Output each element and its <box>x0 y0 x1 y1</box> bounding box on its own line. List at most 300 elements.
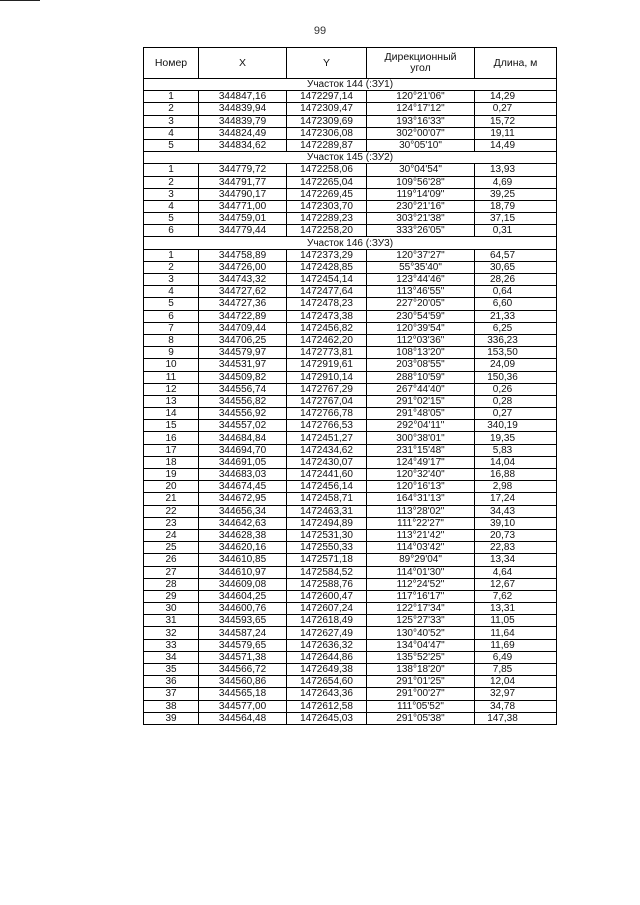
table-row <box>144 603 557 615</box>
length-cell: 64,57 <box>475 249 557 261</box>
y-cell: 1472643,36 <box>287 688 367 700</box>
x-cell: 344694,70 <box>199 444 287 456</box>
table-row <box>144 469 557 481</box>
corner-mark <box>0 0 40 1</box>
table-row <box>144 505 557 517</box>
y-cell: 1472265,04 <box>287 176 367 188</box>
length-cell: 13,93 <box>475 164 557 176</box>
point-number-cell: 1 <box>144 91 199 103</box>
x-cell: 344531,97 <box>199 359 287 371</box>
point-number-cell: 39 <box>144 712 199 724</box>
angle-cell: 303°21'38" <box>367 213 475 225</box>
y-cell: 1472289,87 <box>287 139 367 151</box>
table-row <box>144 493 557 505</box>
point-number-cell: 4 <box>144 127 199 139</box>
x-cell: 344593,65 <box>199 615 287 627</box>
point-number-cell: 4 <box>144 286 199 298</box>
table-row <box>144 176 557 188</box>
point-number-cell: 19 <box>144 469 199 481</box>
y-cell: 1472297,14 <box>287 91 367 103</box>
point-number-cell: 21 <box>144 493 199 505</box>
table-row <box>144 383 557 395</box>
section-title: Участок 144 (:ЗУ1) <box>144 79 557 91</box>
x-cell: 344564,48 <box>199 712 287 724</box>
angle-cell: 300°38'01" <box>367 432 475 444</box>
y-cell: 1472767,29 <box>287 383 367 395</box>
length-cell: 7,85 <box>475 664 557 676</box>
x-cell: 344604,25 <box>199 590 287 602</box>
length-cell: 32,97 <box>475 688 557 700</box>
point-number-cell: 38 <box>144 700 199 712</box>
y-cell: 1472456,82 <box>287 322 367 334</box>
table-row <box>144 225 557 237</box>
length-cell: 4,69 <box>475 176 557 188</box>
table-row <box>144 261 557 273</box>
y-cell: 1472910,14 <box>287 371 367 383</box>
length-cell: 6,25 <box>475 322 557 334</box>
y-cell: 1472618,49 <box>287 615 367 627</box>
angle-cell: 125°27'33" <box>367 615 475 627</box>
table-row <box>144 517 557 529</box>
table-row <box>144 590 557 602</box>
angle-cell: 114°03'42" <box>367 542 475 554</box>
angle-cell: 231°15'48" <box>367 444 475 456</box>
table-row <box>144 115 557 127</box>
point-number-cell: 16 <box>144 432 199 444</box>
y-cell: 1472767,04 <box>287 395 367 407</box>
y-cell: 1472644,86 <box>287 651 367 663</box>
y-cell: 1472454,14 <box>287 274 367 286</box>
point-number-cell: 10 <box>144 359 199 371</box>
y-cell: 1472258,06 <box>287 164 367 176</box>
angle-cell: 203°08'55" <box>367 359 475 371</box>
angle-cell: 291°05'38" <box>367 712 475 724</box>
length-cell: 17,24 <box>475 493 557 505</box>
x-cell: 344557,02 <box>199 420 287 432</box>
table-row <box>144 347 557 359</box>
table-row <box>144 213 557 225</box>
y-cell: 1472456,14 <box>287 481 367 493</box>
length-cell: 2,98 <box>475 481 557 493</box>
angle-cell: 164°31'13" <box>367 493 475 505</box>
angle-cell: 55°35'40" <box>367 261 475 273</box>
point-number-cell: 8 <box>144 334 199 346</box>
point-number-cell: 6 <box>144 310 199 322</box>
table-row <box>144 432 557 444</box>
x-cell: 344600,76 <box>199 603 287 615</box>
angle-cell: 30°05'10" <box>367 139 475 151</box>
x-cell: 344610,85 <box>199 554 287 566</box>
angle-cell: 30°04'54" <box>367 164 475 176</box>
x-cell: 344791,77 <box>199 176 287 188</box>
y-cell: 1472303,70 <box>287 200 367 212</box>
length-cell: 39,10 <box>475 517 557 529</box>
y-cell: 1472607,24 <box>287 603 367 615</box>
point-number-cell: 9 <box>144 347 199 359</box>
length-cell: 336,23 <box>475 334 557 346</box>
point-number-cell: 5 <box>144 298 199 310</box>
point-number-cell: 22 <box>144 505 199 517</box>
x-cell: 344727,62 <box>199 286 287 298</box>
angle-cell: 111°05'52" <box>367 700 475 712</box>
point-number-cell: 11 <box>144 371 199 383</box>
x-cell: 344587,24 <box>199 627 287 639</box>
y-cell: 1472645,03 <box>287 712 367 724</box>
angle-cell: 123°44'46" <box>367 274 475 286</box>
angle-cell: 112°03'36" <box>367 334 475 346</box>
point-number-cell: 1 <box>144 249 199 261</box>
angle-cell: 119°14'09" <box>367 188 475 200</box>
angle-cell: 267°44'40" <box>367 383 475 395</box>
x-cell: 344706,25 <box>199 334 287 346</box>
table-row <box>144 359 557 371</box>
table-row <box>144 615 557 627</box>
y-cell: 1472773,81 <box>287 347 367 359</box>
x-cell: 344672,95 <box>199 493 287 505</box>
y-cell: 1472531,30 <box>287 529 367 541</box>
coordinates-table <box>143 47 557 725</box>
table-body <box>144 79 557 725</box>
x-cell: 344839,79 <box>199 115 287 127</box>
x-cell: 344620,16 <box>199 542 287 554</box>
angle-cell: 89°29'04" <box>367 554 475 566</box>
point-number-cell: 26 <box>144 554 199 566</box>
angle-cell: 230°21'16" <box>367 200 475 212</box>
x-cell: 344556,82 <box>199 395 287 407</box>
y-cell: 1472478,23 <box>287 298 367 310</box>
angle-cell: 124°17'12" <box>367 103 475 115</box>
y-cell: 1472306,08 <box>287 127 367 139</box>
header-y: Y <box>287 48 367 79</box>
section-title-row <box>144 79 557 91</box>
y-cell: 1472588,76 <box>287 578 367 590</box>
x-cell: 344779,44 <box>199 225 287 237</box>
point-number-cell: 24 <box>144 529 199 541</box>
x-cell: 344691,05 <box>199 456 287 468</box>
angle-cell: 117°16'17" <box>367 590 475 602</box>
y-cell: 1472919,61 <box>287 359 367 371</box>
x-cell: 344566,72 <box>199 664 287 676</box>
angle-cell: 135°52'25" <box>367 651 475 663</box>
length-cell: 0,28 <box>475 395 557 407</box>
x-cell: 344509,82 <box>199 371 287 383</box>
x-cell: 344642,63 <box>199 517 287 529</box>
point-number-cell: 3 <box>144 274 199 286</box>
x-cell: 344579,97 <box>199 347 287 359</box>
length-cell: 150,36 <box>475 371 557 383</box>
angle-cell: 288°10'59" <box>367 371 475 383</box>
angle-cell: 130°40'52" <box>367 627 475 639</box>
x-cell: 344556,74 <box>199 383 287 395</box>
length-cell: 147,38 <box>475 712 557 724</box>
y-cell: 1472550,33 <box>287 542 367 554</box>
x-cell: 344847,16 <box>199 91 287 103</box>
length-cell: 6,60 <box>475 298 557 310</box>
x-cell: 344610,97 <box>199 566 287 578</box>
length-cell: 34,78 <box>475 700 557 712</box>
point-number-cell: 36 <box>144 676 199 688</box>
point-number-cell: 5 <box>144 139 199 151</box>
angle-cell: 291°02'15" <box>367 395 475 407</box>
y-cell: 1472309,69 <box>287 115 367 127</box>
point-number-cell: 12 <box>144 383 199 395</box>
point-number-cell: 30 <box>144 603 199 615</box>
y-cell: 1472627,49 <box>287 627 367 639</box>
point-number-cell: 23 <box>144 517 199 529</box>
point-number-cell: 20 <box>144 481 199 493</box>
y-cell: 1472654,60 <box>287 676 367 688</box>
table-row <box>144 200 557 212</box>
table-row <box>144 91 557 103</box>
header-angle: Дирекционный угол <box>367 48 475 79</box>
table-row <box>144 371 557 383</box>
x-cell: 344839,94 <box>199 103 287 115</box>
angle-cell: 333°26'05" <box>367 225 475 237</box>
y-cell: 1472289,23 <box>287 213 367 225</box>
x-cell: 344628,38 <box>199 529 287 541</box>
y-cell: 1472600,47 <box>287 590 367 602</box>
length-cell: 6,49 <box>475 651 557 663</box>
length-cell: 14,04 <box>475 456 557 468</box>
table-row <box>144 164 557 176</box>
table-row <box>144 481 557 493</box>
angle-cell: 113°28'02" <box>367 505 475 517</box>
angle-cell: 120°39'54" <box>367 322 475 334</box>
length-cell: 12,04 <box>475 676 557 688</box>
length-cell: 13,34 <box>475 554 557 566</box>
length-cell: 12,67 <box>475 578 557 590</box>
length-cell: 4,64 <box>475 566 557 578</box>
length-cell: 14,29 <box>475 91 557 103</box>
point-number-cell: 35 <box>144 664 199 676</box>
x-cell: 344674,45 <box>199 481 287 493</box>
angle-cell: 122°17'34" <box>367 603 475 615</box>
table-row <box>144 578 557 590</box>
table-row <box>144 529 557 541</box>
angle-cell: 291°48'05" <box>367 408 475 420</box>
y-cell: 1472571,18 <box>287 554 367 566</box>
y-cell: 1472636,32 <box>287 639 367 651</box>
y-cell: 1472463,31 <box>287 505 367 517</box>
length-cell: 11,69 <box>475 639 557 651</box>
point-number-cell: 7 <box>144 322 199 334</box>
point-number-cell: 31 <box>144 615 199 627</box>
length-cell: 21,33 <box>475 310 557 322</box>
y-cell: 1472451,27 <box>287 432 367 444</box>
length-cell: 0,27 <box>475 103 557 115</box>
table-row <box>144 103 557 115</box>
point-number-cell: 18 <box>144 456 199 468</box>
length-cell: 7,62 <box>475 590 557 602</box>
point-number-cell: 33 <box>144 639 199 651</box>
length-cell: 153,50 <box>475 347 557 359</box>
y-cell: 1472494,89 <box>287 517 367 529</box>
section-title-row <box>144 152 557 164</box>
angle-cell: 292°04'11" <box>367 420 475 432</box>
point-number-cell: 32 <box>144 627 199 639</box>
table-row <box>144 566 557 578</box>
angle-cell: 113°21'42" <box>367 529 475 541</box>
y-cell: 1472309,47 <box>287 103 367 115</box>
table-row <box>144 420 557 432</box>
x-cell: 344579,65 <box>199 639 287 651</box>
point-number-cell: 15 <box>144 420 199 432</box>
angle-cell: 138°18'20" <box>367 664 475 676</box>
x-cell: 344656,34 <box>199 505 287 517</box>
point-number-cell: 13 <box>144 395 199 407</box>
x-cell: 344824,49 <box>199 127 287 139</box>
angle-cell: 109°56'28" <box>367 176 475 188</box>
x-cell: 344722,89 <box>199 310 287 322</box>
point-number-cell: 3 <box>144 188 199 200</box>
table-row <box>144 554 557 566</box>
point-number-cell: 37 <box>144 688 199 700</box>
length-cell: 39,25 <box>475 188 557 200</box>
table-row <box>144 712 557 724</box>
table-row <box>144 676 557 688</box>
point-number-cell: 28 <box>144 578 199 590</box>
y-cell: 1472430,07 <box>287 456 367 468</box>
section-title-row <box>144 237 557 249</box>
y-cell: 1472612,58 <box>287 700 367 712</box>
angle-cell: 120°32'40" <box>367 469 475 481</box>
x-cell: 344771,00 <box>199 200 287 212</box>
x-cell: 344683,03 <box>199 469 287 481</box>
point-number-cell: 25 <box>144 542 199 554</box>
point-number-cell: 34 <box>144 651 199 663</box>
angle-cell: 227°20'05" <box>367 298 475 310</box>
length-cell: 28,26 <box>475 274 557 286</box>
length-cell: 22,83 <box>475 542 557 554</box>
angle-cell: 193°16'33" <box>367 115 475 127</box>
x-cell: 344565,18 <box>199 688 287 700</box>
angle-cell: 112°24'52" <box>367 578 475 590</box>
y-cell: 1472766,78 <box>287 408 367 420</box>
section-title: Участок 145 (:ЗУ2) <box>144 152 557 164</box>
angle-cell: 291°00'27" <box>367 688 475 700</box>
length-cell: 14,49 <box>475 139 557 151</box>
y-cell: 1472462,20 <box>287 334 367 346</box>
table-row <box>144 139 557 151</box>
y-cell: 1472269,45 <box>287 188 367 200</box>
angle-cell: 230°54'59" <box>367 310 475 322</box>
table-row <box>144 456 557 468</box>
angle-cell: 302°00'07" <box>367 127 475 139</box>
table-row <box>144 298 557 310</box>
point-number-cell: 2 <box>144 176 199 188</box>
y-cell: 1472766,53 <box>287 420 367 432</box>
angle-cell: 108°13'20" <box>367 347 475 359</box>
point-number-cell: 1 <box>144 164 199 176</box>
table-row <box>144 542 557 554</box>
header-number: Номер <box>144 48 199 79</box>
table-row <box>144 286 557 298</box>
x-cell: 344727,36 <box>199 298 287 310</box>
y-cell: 1472649,38 <box>287 664 367 676</box>
point-number-cell: 6 <box>144 225 199 237</box>
length-cell: 34,43 <box>475 505 557 517</box>
table-header <box>144 48 557 79</box>
table-row <box>144 334 557 346</box>
point-number-cell: 2 <box>144 103 199 115</box>
angle-cell: 120°21'06" <box>367 91 475 103</box>
length-cell: 30,65 <box>475 261 557 273</box>
y-cell: 1472428,85 <box>287 261 367 273</box>
x-cell: 344709,44 <box>199 322 287 334</box>
section-title: Участок 146 (:ЗУ3) <box>144 237 557 249</box>
point-number-cell: 29 <box>144 590 199 602</box>
header-length: Длина, м <box>475 48 557 79</box>
x-cell: 344758,89 <box>199 249 287 261</box>
length-cell: 13,31 <box>475 603 557 615</box>
length-cell: 11,64 <box>475 627 557 639</box>
table-row <box>144 664 557 676</box>
table-row <box>144 408 557 420</box>
x-cell: 344726,00 <box>199 261 287 273</box>
y-cell: 1472441,60 <box>287 469 367 481</box>
x-cell: 344556,92 <box>199 408 287 420</box>
point-number-cell: 17 <box>144 444 199 456</box>
angle-cell: 291°01'25" <box>367 676 475 688</box>
y-cell: 1472584,52 <box>287 566 367 578</box>
x-cell: 344779,72 <box>199 164 287 176</box>
length-cell: 19,35 <box>475 432 557 444</box>
table-row <box>144 444 557 456</box>
length-cell: 0,26 <box>475 383 557 395</box>
page-number: 99 <box>313 25 327 37</box>
length-cell: 11,05 <box>475 615 557 627</box>
table-row <box>144 310 557 322</box>
y-cell: 1472258,20 <box>287 225 367 237</box>
x-cell: 344571,38 <box>199 651 287 663</box>
table-row <box>144 395 557 407</box>
y-cell: 1472458,71 <box>287 493 367 505</box>
angle-cell: 134°04'47" <box>367 639 475 651</box>
point-number-cell: 5 <box>144 213 199 225</box>
x-cell: 344834,62 <box>199 139 287 151</box>
header-x: X <box>199 48 287 79</box>
point-number-cell: 27 <box>144 566 199 578</box>
y-cell: 1472434,62 <box>287 444 367 456</box>
length-cell: 5,83 <box>475 444 557 456</box>
table-row <box>144 249 557 261</box>
x-cell: 344759,01 <box>199 213 287 225</box>
y-cell: 1472373,29 <box>287 249 367 261</box>
length-cell: 24,09 <box>475 359 557 371</box>
x-cell: 344577,00 <box>199 700 287 712</box>
angle-cell: 113°46'55" <box>367 286 475 298</box>
length-cell: 15,72 <box>475 115 557 127</box>
length-cell: 20,73 <box>475 529 557 541</box>
x-cell: 344790,17 <box>199 188 287 200</box>
length-cell: 18,79 <box>475 200 557 212</box>
point-number-cell: 4 <box>144 200 199 212</box>
table-row <box>144 639 557 651</box>
angle-cell: 120°16'13" <box>367 481 475 493</box>
x-cell: 344743,32 <box>199 274 287 286</box>
table-row <box>144 322 557 334</box>
point-number-cell: 3 <box>144 115 199 127</box>
table-row <box>144 700 557 712</box>
x-cell: 344560,86 <box>199 676 287 688</box>
table-row <box>144 127 557 139</box>
y-cell: 1472477,64 <box>287 286 367 298</box>
length-cell: 19,11 <box>475 127 557 139</box>
table-row <box>144 651 557 663</box>
angle-cell: 111°22'27" <box>367 517 475 529</box>
x-cell: 344684,84 <box>199 432 287 444</box>
angle-cell: 114°01'30" <box>367 566 475 578</box>
